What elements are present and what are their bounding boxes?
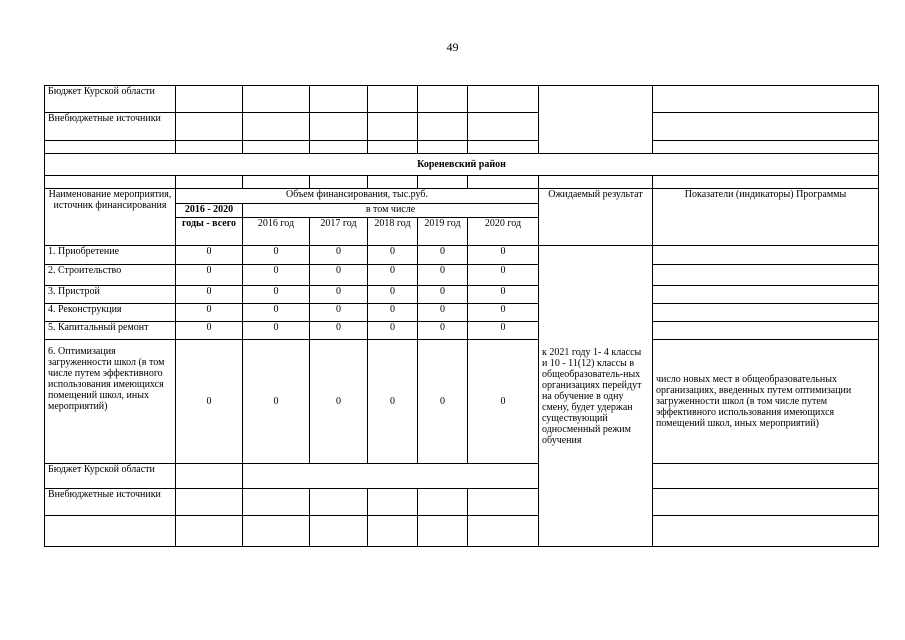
expected-result-header: Ожидаемый результат — [539, 189, 653, 246]
years-total-header-line2: годы - всего — [176, 218, 243, 246]
value-cell: 0 — [176, 340, 243, 464]
value-cell: 0 — [243, 246, 310, 265]
value-cell: 0 — [368, 286, 418, 304]
value-cell: 0 — [418, 286, 468, 304]
row-label: 3. Пристрой — [45, 286, 176, 304]
section-title-row — [45, 154, 879, 176]
value-cell: 0 — [243, 286, 310, 304]
value-cell: 0 — [368, 304, 418, 322]
value-cell: 0 — [310, 340, 368, 464]
value-cell: 0 — [368, 340, 418, 464]
value-cell: 0 — [243, 265, 310, 286]
source-label: Внебюджетные источники — [45, 489, 176, 516]
table-row — [45, 265, 879, 286]
top-source-row — [45, 113, 879, 141]
value-cell: 0 — [310, 265, 368, 286]
spacer-row — [45, 176, 879, 189]
value-cell: 0 — [468, 265, 539, 286]
value-cell: 0 — [468, 304, 539, 322]
including-header: в том числе — [243, 204, 539, 218]
spacer-row — [45, 141, 879, 154]
table-row — [45, 304, 879, 322]
value-cell: 0 — [468, 322, 539, 340]
indicator-text: число новых мест в общеобразовательных организациях, введенных путем оптимизации загруженности школ (в том числе путем эффективного использования имеющихся помещений школ, иных мероприятий) — [653, 340, 879, 464]
value-cell: 0 — [310, 246, 368, 265]
top-source-row — [45, 86, 879, 113]
years-total-header-line1: 2016 - 2020 — [176, 204, 243, 218]
value-cell: 0 — [468, 246, 539, 265]
spacer-row — [45, 516, 879, 547]
value-cell: 0 — [176, 286, 243, 304]
value-cell: 0 — [418, 265, 468, 286]
financing-table — [44, 85, 879, 547]
value-cell: 0 — [368, 322, 418, 340]
source-label: Бюджет Курской области — [45, 464, 176, 489]
section-title: Кореневский район — [45, 154, 879, 176]
value-cell: 0 — [418, 246, 468, 265]
value-cell: 0 — [176, 304, 243, 322]
value-cell: 0 — [176, 246, 243, 265]
row-label: 2. Строительство — [45, 265, 176, 286]
value-cell: 0 — [468, 286, 539, 304]
name-column-header: Наименование мероприятия, источник финансирования — [45, 189, 176, 246]
row-label: 4. Реконструкция — [45, 304, 176, 322]
value-cell: 0 — [176, 265, 243, 286]
year-header: 2020 год — [468, 218, 539, 246]
year-header: 2018 год — [368, 218, 418, 246]
funding-total-header: Объем финансирования, тыс.руб. — [176, 189, 539, 204]
table-row — [45, 286, 879, 304]
value-cell: 0 — [310, 286, 368, 304]
value-cell: 0 — [243, 340, 310, 464]
value-cell: 0 — [368, 265, 418, 286]
value-cell: 0 — [243, 322, 310, 340]
row-label: 5. Капитальный ремонт — [45, 322, 176, 340]
table-row — [45, 246, 879, 265]
empty-result-cell — [539, 86, 653, 154]
expected-result-text: к 2021 году 1- 4 классы и 10 - 11(12) классы в общеобразователь-ных организациях перейдут на обучение в одну смену, будет удержан существующий односменный режим обучения — [539, 246, 653, 547]
bottom-source-row — [45, 489, 879, 516]
value-cell: 0 — [243, 304, 310, 322]
value-cell: 0 — [468, 340, 539, 464]
table-row — [45, 322, 879, 340]
value-cell: 0 — [368, 246, 418, 265]
value-cell: 0 — [418, 322, 468, 340]
page-number: 49 — [446, 40, 459, 54]
value-cell: 0 — [418, 340, 468, 464]
year-header: 2019 год — [418, 218, 468, 246]
value-cell: 0 — [176, 322, 243, 340]
year-header: 2017 год — [310, 218, 368, 246]
indicators-header: Показатели (индикаторы) Программы — [653, 189, 879, 246]
year-header: 2016 год — [243, 218, 310, 246]
value-cell: 0 — [418, 304, 468, 322]
value-cell: 0 — [310, 322, 368, 340]
header-row — [45, 189, 879, 204]
value-cell: 0 — [310, 304, 368, 322]
source-label: Внебюджетные источники — [45, 113, 176, 141]
bottom-source-row — [45, 464, 879, 489]
row-label: 6. Оптимизация загруженности школ (в том числе путем эффективного использования имеющихся помещений школ, иных мероприятий) — [45, 340, 176, 464]
source-label: Бюджет Курской области — [45, 86, 176, 113]
table-row — [45, 340, 879, 464]
row-label: 1. Приобретение — [45, 246, 176, 265]
